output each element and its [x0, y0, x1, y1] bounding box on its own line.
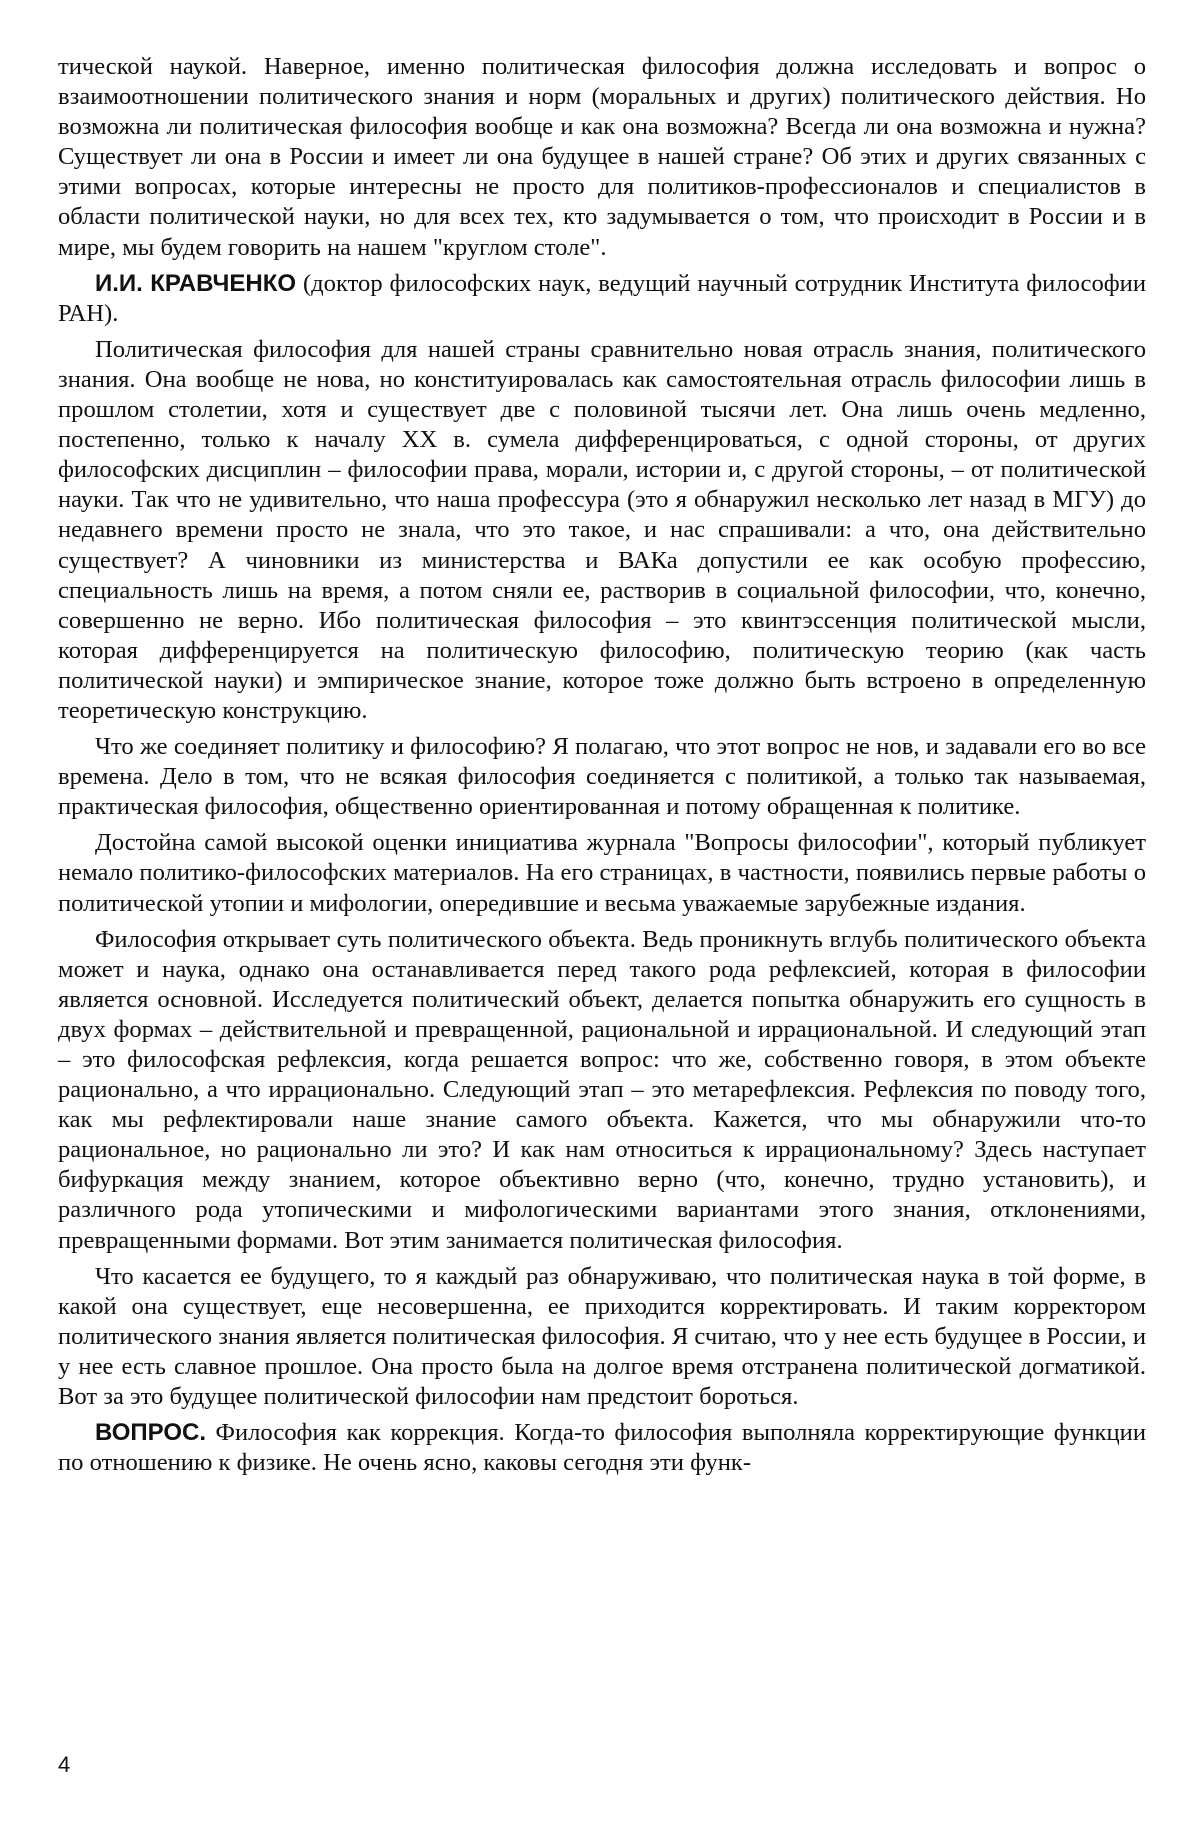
question-label: ВОПРОС. [95, 1419, 207, 1447]
page-number: 4 [58, 1752, 71, 1777]
page-body [58, 52, 1146, 1478]
speaker-intro [58, 269, 1146, 329]
body-paragraph-1: Политическая философия для нашей страны сравнительно новая отрасль знания, политического знания. Она вообще не нова, но конституировалась как самостоятельная отрасль философии лишь в прошлом столетии, хотя и существует две с половиной тысячи лет. Она лишь очень медленно, постепенно, только к началу XX в. сумела дифференцироваться, с одной стороны, от других философских дисциплин – философии права, морали, истории и, с другой стороны, – от политической науки. Так что не удивительно, что наша профессура (это я обнаружил несколько лет назад в МГУ) до недавнего времени просто не знала, что это такое, и нас спрашивали: а что, она действительно существует? А чиновники из министерства и ВАКа допустили ее как особую профессию, специальность лишь на время, а потом сняли ее, растворив в социальной философии, что, конечно, совершенно не верно. Ибо политическая философия – это квинтэссенция политической мысли, которая дифференцируется на политическую философию, политическую теорию (как часть политической науки) и эмпирическое знание, которое тоже должно быть встроено в определенную теоретическую конструкцию. [58, 335, 1146, 724]
question-paragraph [58, 1418, 1146, 1478]
continuation-paragraph: тической наукой. Наверное, именно политическая философия должна исследовать и вопрос о взаимоотношении политического знания и норм (моральных и других) политического действия. Но возможна ли политическая философия вообще и как она возможна? Всегда ли она возможна и нужна? Существует ли она в России и имеет ли она будущее в нашей стране? Об этих и других связанных с этими вопросах, которые интересны не просто для политиков-профессионалов и специалистов в области политической науки, но для всех тех, кто задумывается о том, что происходит в России и в мире, мы будем говорить на нашем "круглом столе". [58, 53, 1146, 261]
speaker-description: (доктор философских наук, ведущий научный сотрудник Института философии РАН). [58, 269, 1146, 327]
question-text: Философия как коррекция. Когда-то философия выполняла корректирующие функции по отношению к физике. Не очень ясно, каковы сегодня эти функ- [58, 1419, 1146, 1477]
speaker-name: И.И. КРАВЧЕНКО [95, 269, 297, 297]
body-paragraph-2: Что же соединяет политику и философию? Я полагаю, что этот вопрос не нов, и задавали его во все времена. Дело в том, что не всякая философия соединяется с политикой, а только так называемая, практическая философия, общественно ориентированная и потому обращенная к политике. [58, 733, 1146, 821]
body-paragraph-5: Что касается ее будущего, то я каждый раз обнаруживаю, что политическая наука в той форме, в какой она существует, еще несовершенна, ее приходится корректировать. И таким корректором политического знания является политическая философия. Я считаю, что у нее есть будущее в России, и у нее есть славное прошлое. Она просто была на долгое время отстранена политической догматикой. Вот за это будущее политической философии нам предстоит бороться. [58, 1262, 1146, 1411]
body-paragraph-4: Философия открывает суть политического объекта. Ведь проникнуть вглубь политического объекта может и наука, однако она останавливается перед такого рода рефлексией, которая в философии является основной. Исследуется политический объект, делается попытка обнаружить его сущность в двух формах – действительной и превращенной, рациональной и иррациональной. И следующий этап – это философская рефлексия, когда решается вопрос: что же, собственно говоря, в этом объекте рационально, а что иррационально. Следующий этап – это метарефлексия. Рефлексия по поводу того, как мы рефлектировали наше знание самого объекта. Кажется, что мы обнаружили что-то рациональное, но рационально ли это? И как нам относиться к иррациональному? Здесь наступает бифуркация между знанием, которое объективно верно (что, конечно, трудно установить), и различного рода утопическими и мифологическими вариантами этого знания, отклонениями, превращенными формами. Вот этим занимается политическая философия. [58, 925, 1146, 1254]
body-paragraph-3: Достойна самой высокой оценки инициатива журнала "Вопросы философии", который публикует немало политико-философских материалов. На его страницах, в частности, появились первые работы о политической утопии и мифологии, опередившие и весьма уважаемые зарубежные издания. [58, 829, 1146, 917]
